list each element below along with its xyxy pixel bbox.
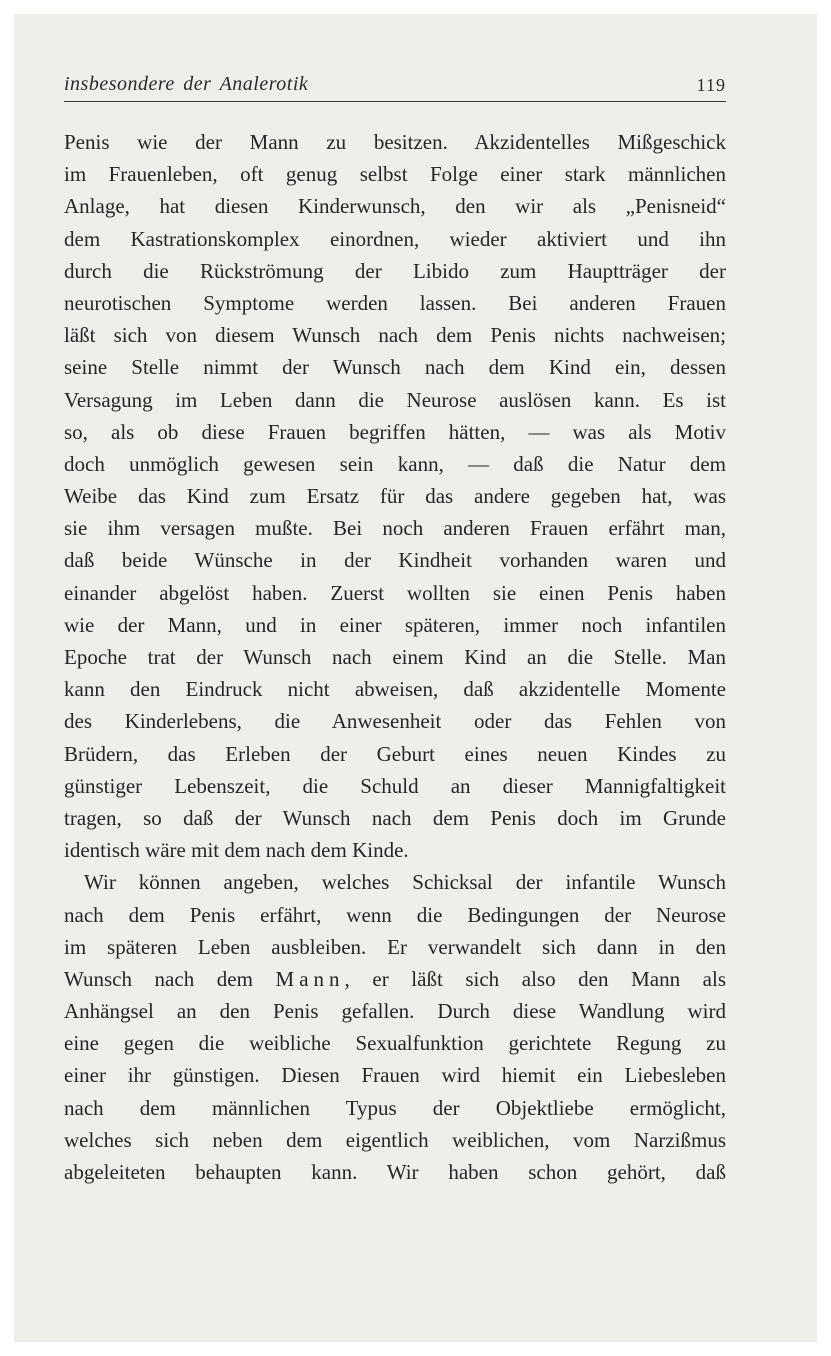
text-line: dem Kastrationskomplex einordnen, wieder aktiviert und ihn: [64, 226, 726, 251]
text-line: wie der Mann, und in einer späteren, immer noch infantilen: [64, 612, 726, 637]
paragraph: [64, 126, 726, 866]
text-line: Wir können angeben, welches Schicksal der infantile Wunsch: [84, 870, 726, 895]
text-line: Weibe das Kind zum Ersatz für das andere gegeben hat, was: [64, 484, 726, 509]
text-line: Epoche trat der Wunsch nach einem Kind an die Stelle. Man: [64, 645, 726, 669]
text-line: Anhängsel an den Penis gefallen. Durch diese Wandlung wird: [64, 999, 726, 1024]
text-line-spaced: [64, 963, 726, 995]
body-text: [64, 126, 726, 1188]
text-line: abgeleiteten behaupten kann. Wir haben schon gehört, daß: [64, 1160, 726, 1184]
text-line: einander abgelöst haben. Zuerst wollten sie einen Penis haben: [64, 580, 726, 605]
text-line: identisch wäre mit dem nach dem Kinde.: [64, 838, 409, 863]
text-line: einer ihr günstigen. Diesen Frauen wird hiemit ein Liebesleben: [64, 1063, 726, 1088]
text-line: durch die Rückströmung der Libido zum Hauptträger der: [64, 258, 726, 283]
text-line: eine gegen die weibliche Sexualfunktion gerichtete Regung zu: [64, 1031, 726, 1056]
text-line: neurotischen Symptome werden lassen. Bei anderen Frauen: [64, 290, 726, 315]
text-line: im späteren Leben ausbleiben. Er verwandelt sich dann in den: [64, 934, 726, 959]
text-line: doch unmöglich gewesen sein kann, — daß die Natur dem: [64, 451, 726, 476]
book-page: [14, 14, 817, 1342]
text-line: läßt sich von diesem Wunsch nach dem Penis nichts nachweisen;: [64, 323, 726, 348]
text-line: kann den Eindruck nicht abweisen, daß akzidentelle Momente: [64, 677, 726, 702]
text-segment: , er läßt sich also den Mann als: [344, 966, 726, 991]
text-line: des Kinderlebens, die Anwesenheit oder das Fehlen von: [64, 709, 726, 734]
text-line: sie ihm versagen mußte. Bei noch anderen Frauen erfährt man,: [64, 516, 726, 541]
text-line: nach dem Penis erfährt, wenn die Bedingungen der Neurose: [64, 902, 726, 927]
text-line: Penis wie der Mann zu besitzen. Akzidentelles Mißgeschick: [64, 130, 726, 154]
text-line: günstiger Lebenszeit, die Schuld an dieser Mannigfaltigkeit: [64, 773, 726, 798]
running-title: insbesondere der Analerotik: [64, 73, 309, 95]
text-line: seine Stelle nimmt der Wunsch nach dem Kind ein, dessen: [64, 355, 726, 380]
text-line: Anlage, hat diesen Kinderwunsch, den wir als „Penisneid“: [64, 194, 726, 219]
text-line: nach dem männlichen Typus der Objektliebe ermöglicht,: [64, 1095, 726, 1120]
text-line: tragen, so daß der Wunsch nach dem Penis doch im Grunde: [64, 805, 726, 830]
running-header: [64, 71, 726, 101]
page-number: 119: [696, 75, 726, 95]
text-line: Versagung im Leben dann die Neurose auslösen kann. Es ist: [64, 387, 726, 412]
spaced-word: Mann: [275, 966, 345, 991]
text-line: im Frauenleben, oft genug selbst Folge einer stark männlichen: [64, 162, 726, 187]
text-line: Brüdern, das Erleben der Geburt eines neuen Kindes zu: [64, 741, 726, 766]
text-line: welches sich neben dem eigentlich weiblichen, vom Narzißmus: [64, 1127, 726, 1152]
text-line: daß beide Wünsche in der Kindheit vorhanden waren und: [64, 548, 726, 573]
text-line: so, als ob diese Frauen begriffen hätten, — was als Motiv: [64, 419, 726, 444]
header-rule: [64, 101, 726, 102]
text-segment: Wunsch nach dem: [64, 966, 253, 991]
paragraph: [64, 866, 726, 1188]
